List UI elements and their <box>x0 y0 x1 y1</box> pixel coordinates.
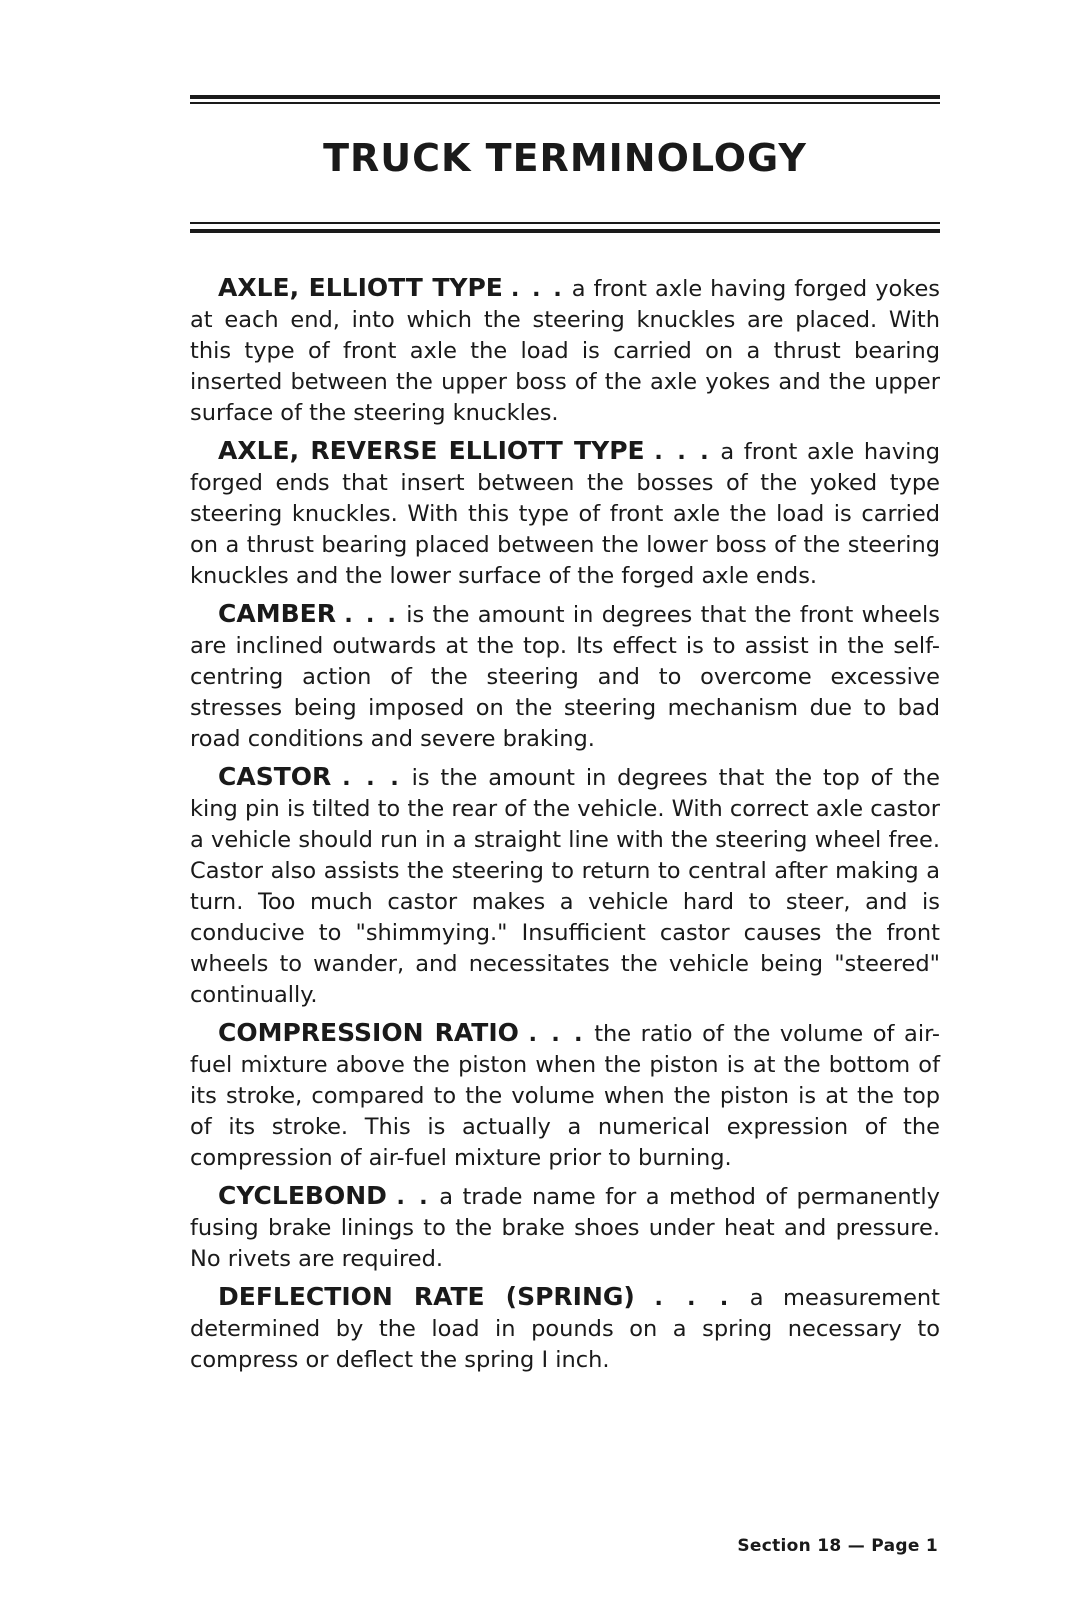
glossary-definition: a front axle having forged yokes at each end, into which the steering knuckles are placed. With this type of front axle the load is carried on a thrust bearing inserted between the upper boss of the axle yokes and the upper surface of the steering knuckles. <box>190 276 941 426</box>
glossary-entry-castor <box>190 761 940 1011</box>
glossary-list <box>190 272 940 1382</box>
glossary-entry-cyclebond <box>190 1180 940 1275</box>
glossary-term: CASTOR <box>218 762 332 791</box>
glossary-definition: the ratio of the volume of air-fuel mixture above the piston when the piston is at the bottom of its stroke, compared to the volume when the piston is at the top of its stroke. This is actually a numerical expression of the compression of air-fuel mixture prior to burning. <box>190 1021 941 1171</box>
glossary-term: COMPRESSION RATIO <box>218 1018 519 1047</box>
leader-dots: . . . <box>510 276 564 302</box>
glossary-entry-compression-ratio <box>190 1017 940 1174</box>
glossary-definition: is the amount in degrees that the top of the king pin is tilted to the rear of the vehicle. With correct axle castor a vehicle should run in a straight line with the steering wheel free. Castor also assists the steering to return to central after making a turn. Too much castor makes a vehicle hard to steer, and is conducive to "shimmying." Insufficient castor causes the front wheels to wander, and necessitates the vehicle being "steered" continually. <box>190 765 941 1008</box>
page-title: TRUCK TERMINOLOGY <box>323 136 807 180</box>
leader-dots: . . . <box>528 1021 585 1047</box>
top-rule-lower <box>190 102 940 104</box>
glossary-term: DEFLECTION RATE (SPRING) <box>218 1282 635 1311</box>
glossary-term: AXLE, ELLIOTT TYPE <box>218 273 503 302</box>
top-rule-upper <box>190 95 940 99</box>
bottom-rule-upper <box>190 222 940 224</box>
glossary-definition: a measurement determined by the load in pounds on a spring necessary to compress or deflect the spring I inch. <box>190 1285 941 1373</box>
glossary-term: CAMBER <box>218 599 336 628</box>
leader-dots: . . . <box>654 439 711 465</box>
glossary-entry-axle-elliott <box>190 272 940 429</box>
leader-dots: . . . <box>342 765 401 791</box>
leader-dots: . . <box>396 1184 430 1210</box>
glossary-entry-axle-reverse-elliott <box>190 435 940 592</box>
glossary-entry-deflection-rate <box>190 1281 940 1376</box>
leader-dots: . . . <box>654 1285 731 1311</box>
page-number-label: Section 18 — Page 1 <box>737 1536 938 1556</box>
glossary-definition: a front axle having forged ends that insert between the bosses of the yoked type steering knuckles. With this type of front axle the load is carried on a thrust bearing placed between the lower boss of the steering knuckles and the lower surface of the forged axle ends. <box>190 439 941 589</box>
bottom-rule-lower <box>190 229 940 233</box>
leader-dots: . . . <box>344 602 398 628</box>
glossary-definition: is the amount in degrees that the front wheels are inclined outwards at the top. Its effect is to assist in the self-centring action of the steering and to overcome excessive stresses being imposed on the steering mechanism due to bad road conditions and severe braking. <box>190 602 940 752</box>
glossary-entry-camber <box>190 598 940 755</box>
glossary-term: AXLE, REVERSE ELLIOTT TYPE <box>218 436 645 465</box>
glossary-term: CYCLEBOND <box>218 1181 387 1210</box>
glossary-definition: a trade name for a method of permanently fusing brake linings to the brake shoes under heat and pressure. No rivets are required. <box>190 1184 940 1272</box>
